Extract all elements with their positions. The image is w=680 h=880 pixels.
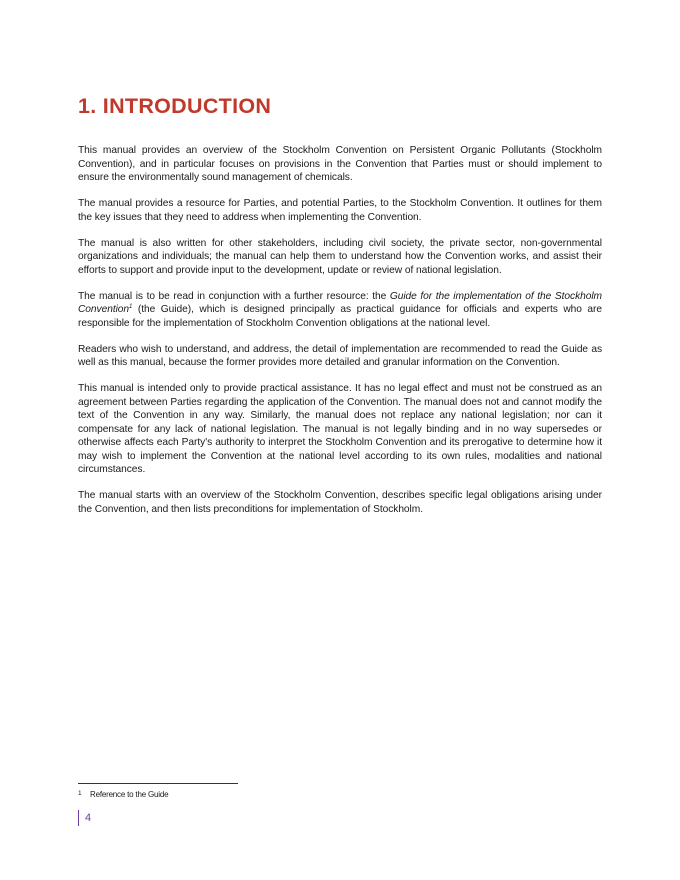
paragraph-guide (78, 290, 602, 331)
paragraph-guide-lead: The manual is to be read in conjunction with a further resource: the (78, 290, 390, 302)
paragraph-stakeholders: The manual is also written for other stakeholders, including civil society, the private sector, non-governmental organizations and individuals; the manual can help them to understand how the Convention works, and assist their efforts to support and provide input to the development, update or review of national legislation. (78, 237, 602, 276)
section-heading: 1. INTRODUCTION (78, 94, 272, 118)
footnote-reference[interactable]: 1 (129, 304, 133, 310)
paragraph-overview: This manual provides an overview of the Stockholm Convention on Persistent Organic Pollutants (Stockholm Convention), and in particular focuses on provisions in the Convention that Parties must or should implement to ensure the environmentally sound management of chemicals. (78, 145, 602, 183)
footnote-number: 1 (78, 790, 82, 797)
paragraph-structure: The manual starts with an overview of the Stockholm Convention, describes specific legal obligations arising under the Convention, and then lists preconditions for implementation of Stockholm. (78, 490, 602, 515)
footnote-divider (78, 783, 238, 784)
paragraph-resource: The manual provides a resource for Parties, and potential Parties, to the Stockholm Convention. It outlines for them the key issues that they need to address when implementing the Convention. (78, 198, 602, 223)
footnote-text: Reference to the Guide (90, 790, 169, 799)
paragraph-readers: Readers who wish to understand, and address, the detail of implementation are recommended to read the Guide as well as this manual, because the former provides more detailed and granular information on the Convention. (78, 343, 602, 368)
page-number: 4 (78, 810, 91, 826)
guide-title: Guide for the implementation of the Stockholm Convention (78, 290, 602, 315)
paragraph-guide-rest: (the Guide), which is designed principally as practical guidance for officials and experts who are responsible for the implementation of Stockholm Convention obligations at the national level. (78, 304, 602, 329)
footnote (78, 790, 168, 799)
paragraph-disclaimer: This manual is intended only to provide practical assistance. It has no legal effect and must not be construed as an agreement between Parties regarding the application of the Convention. The manual does not and cannot modify the text of the Convention in any way. Similarly, the manual does not replace any national legislation; nor can it compensate for any lack of national legislation. The manual is not legally binding and in no way supersedes or otherwise affects each Party's authority to interpret the Stockholm Convention and its prerogative to determine how it may wish to implement the Convention at the national level according to its own rules, modalities and national circumstances. (78, 383, 602, 475)
body-text (78, 144, 602, 529)
